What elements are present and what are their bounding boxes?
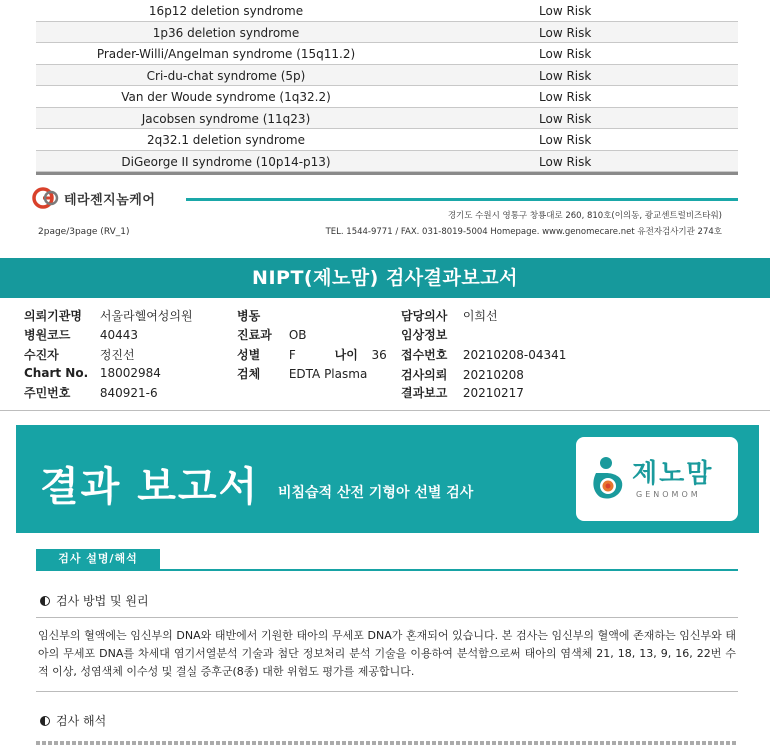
info-value: 20210208-04341: [462, 348, 567, 362]
info-specimen: [237, 365, 367, 382]
divider: [36, 617, 738, 618]
company-contact: TEL. 1544-9771 / FAX. 031-8019-5004 Homepage. www.genomecare.net 유전자검사기관 274호: [325, 227, 722, 237]
company-name: 테라젠지놈케어: [64, 192, 156, 208]
method-heading-text: 검사 방법 및 원리: [56, 594, 149, 608]
syndrome-name: 2q32.1 deletion syndrome: [147, 133, 305, 147]
info-label: 나이: [334, 348, 358, 362]
brand-name: 제노맘: [632, 459, 714, 489]
result-banner: [16, 425, 759, 533]
page-number: 2page/3page (RV_1): [38, 227, 130, 237]
info-ward: [237, 307, 289, 324]
info-value: 정진선: [99, 348, 135, 362]
info-label: 의뢰기관명: [24, 309, 82, 323]
table-row: [36, 129, 738, 151]
info-sex: [237, 346, 387, 363]
syndrome-name: 16p12 deletion syndrome: [148, 4, 304, 18]
info-label: 검사의뢰: [401, 368, 448, 382]
info-value: EDTA Plasma: [288, 367, 368, 381]
risk-value: Low Risk: [539, 68, 592, 83]
report-header: [0, 258, 770, 298]
info-label: 성별: [237, 348, 261, 362]
brand-subtitle: GENOMOM: [636, 490, 701, 499]
risk-value: Low Risk: [539, 111, 592, 126]
info-value: 18002984: [99, 366, 161, 380]
info-resident-no: [24, 384, 158, 401]
syndrome-name: Jacobsen syndrome (11q23): [141, 111, 311, 126]
info-label: 임상정보: [401, 328, 448, 342]
info-value: 20210208: [462, 368, 524, 382]
info-label: 담당의사: [401, 309, 448, 323]
table-row: [36, 22, 738, 44]
info-chart-no: [24, 366, 161, 380]
risk-value: Low Risk: [539, 90, 592, 104]
info-label: 수진자: [24, 348, 59, 362]
info-label: 병원코드: [24, 328, 71, 342]
risk-value: Low Risk: [539, 4, 592, 18]
info-label: Chart No.: [24, 366, 89, 380]
section-rule: [36, 569, 738, 571]
info-label: 결과보고: [401, 386, 448, 400]
report-title: NIPT(제노맘) 검사결과보고서: [252, 267, 518, 289]
table-row: [36, 0, 738, 22]
table-row: [36, 43, 738, 65]
company-logo: [32, 186, 155, 210]
info-request-date: [401, 366, 524, 383]
info-clinical: [401, 326, 463, 343]
syndrome-name: Prader-Willi/Angelman syndrome (15q11.2): [96, 47, 356, 61]
banner-subtitle: 비침습적 산전 기형아 선별 검사: [278, 485, 474, 501]
method-heading: [40, 592, 149, 609]
syndrome-name: Van der Woude syndrome (1q32.2): [121, 90, 331, 104]
info-value: 20210217: [462, 386, 524, 400]
info-doctor: [401, 307, 498, 324]
g-logo-icon: [32, 187, 60, 209]
interpret-heading-text: 검사 해석: [56, 714, 107, 728]
syndrome-name: DiGeorge II syndrome (10p14-p13): [121, 154, 331, 169]
half-circle-icon: [40, 716, 50, 726]
info-label: 검체: [237, 367, 261, 381]
info-value: 이희선: [462, 309, 498, 323]
info-value: 840921-6: [99, 386, 158, 400]
table-row: [36, 151, 738, 173]
method-paragraph: 임신부의 혈액에는 임신부의 DNA와 태반에서 기원한 태아의 무세포 DNA가 혼재되어 있습니다. 본 검사는 임신부의 혈액에 존재하는 임신부와 태아의 무세포 DNA를 차세대 염기서열분석 기술과 첨단 정보처리 분석 기술을 이용하여 분석함으로써 태아의 염색체 21, 18, 13, 9, 16, 22번 수적 이상, 성염색체 이수성 및 결실 증후군(8종) 대한 위험도 평가를 제공합니다.: [38, 629, 736, 678]
genomom-logo: [576, 437, 738, 521]
table-row: [36, 108, 738, 130]
info-label: 진료과: [237, 328, 272, 342]
info-institution: [24, 307, 193, 324]
info-value: 서울라헬여성의원: [99, 309, 193, 323]
cut-off-text-line: [36, 741, 738, 745]
table-row: [36, 65, 738, 87]
info-label: 병동: [237, 309, 261, 323]
risk-value: Low Risk: [539, 154, 592, 169]
interpret-heading: [40, 712, 106, 729]
table-bottom-rule: [36, 172, 738, 175]
info-value: 36: [371, 348, 387, 362]
banner-title: 결과 보고서: [40, 464, 260, 510]
info-result-date: [401, 384, 524, 401]
info-dept: [237, 326, 307, 343]
divider: [36, 691, 738, 692]
risk-value: Low Risk: [539, 47, 592, 61]
syndrome-name: Cri-du-chat syndrome (5p): [146, 68, 306, 83]
info-divider: [0, 410, 770, 411]
syndrome-name: 1p36 deletion syndrome: [152, 25, 300, 40]
info-recipient: [24, 346, 135, 363]
info-value: F: [288, 348, 296, 362]
info-value: OB: [288, 328, 307, 342]
syndrome-table: [36, 0, 738, 172]
info-hospital-code: [24, 326, 138, 343]
info-label: 주민번호: [24, 386, 71, 400]
info-receipt-no: [401, 346, 566, 363]
table-row: [36, 86, 738, 108]
company-address: 경기도 수원시 영통구 창룡대로 260, 810호(이의동, 광교센트럴비즈타워): [447, 211, 722, 221]
half-circle-icon: [40, 596, 50, 606]
info-label: 접수번호: [401, 348, 448, 362]
risk-value: Low Risk: [539, 133, 592, 147]
footer-teal-rule: [186, 198, 738, 201]
risk-value: Low Risk: [539, 25, 592, 40]
section-tab: 검사 설명/해석: [36, 549, 160, 569]
genomom-mother-icon: [590, 455, 626, 501]
info-value: 40443: [99, 328, 139, 342]
